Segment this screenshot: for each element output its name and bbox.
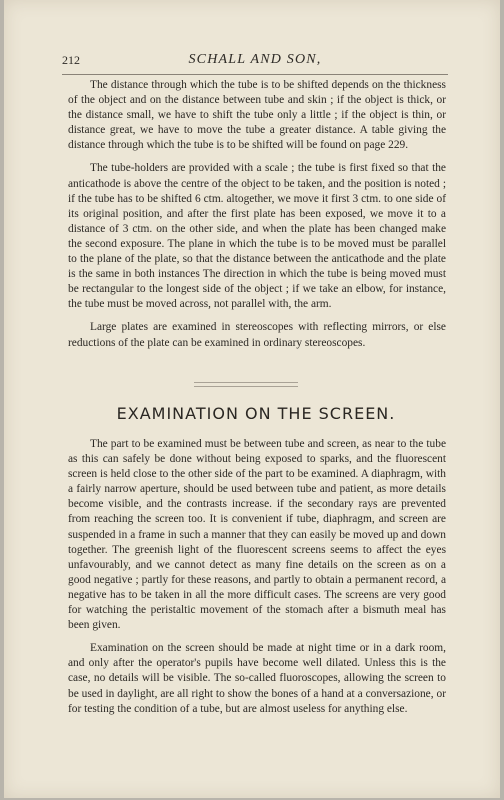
book-page xyxy=(4,0,500,798)
section-heading: EXAMINATION ON THE SCREEN. xyxy=(116,404,396,423)
header-rule xyxy=(62,74,448,75)
paragraph-screen-placement: The part to be examined must be between tube and screen, as near to the tube as this can safely be done without being exposed to sparks, and the fluorescent screen is held close to the other side of the part to be examined. A diaphragm, with a fairly narrow aperture, should be used between tube and patient, as more details become visible, and the contrasts increase. if the secondary rays are prevented from reaching the screen too. It is convenient if tube, diaphragm, and screen are suspended in a frame in such a manner that they can easily be moved up and down together. The greenish light of the fluorescent screens seems to affect the eyes unfavourably, and we cannot detect as many fine details on the screen as on a good negative ; partly for these reasons, and partly to obtain a permanent record, a negative has to be taken in all the more difficult cases. The screens are very good for watching the peristaltic movement of the stomach after a bismuth meal has been given. xyxy=(68,438,446,632)
paragraph-tube-shift-distance: The distance through which the tube is to be shifted depends on the thickness of the object and on the distance between tube and skin ; if the object is thick, or the distance small, we have to shift the tube only a little ; if the object is thin, or distance great, we have to move the tube a greater distance. A table giving the distance through which the tube is to be shifted will be found on page 229. xyxy=(68,79,446,152)
body-text-bottom xyxy=(68,437,446,725)
paragraph-large-plates: Large plates are examined in stereoscopes with reflecting mirrors, or else reductions of the plate can be examined in ordinary stereoscopes. xyxy=(68,321,446,349)
body-text-top xyxy=(68,78,446,359)
page-number: 212 xyxy=(62,53,80,67)
page-header xyxy=(62,50,448,72)
running-title: SCHALL AND SON, xyxy=(188,52,322,67)
paragraph-tube-holders: The tube-holders are provided with a scale ; the tube is first fixed so that the anticathode is above the centre of the object to be taken, and the position is noted ; if the tube has to be shifted 6 ctm. altogether, we move it first 3 ctm. to one side of its original position, and after the first plate has been exposed, we move it to a distance of 3 ctm. on the other side, and when the plate has been changed make the second exposure. The plane in which the tube is to be moved must be parallel to the plane of the plate, so that the distance between the anticathode and the plate is the same in both instances The direction in which the tube is being moved must be rectangular to the longest side of the object ; if we take an elbow, for instance, the tube must be moved across, not parallel with, the arm. xyxy=(68,162,446,311)
section-separator xyxy=(194,382,298,387)
paragraph-dark-room: Examination on the screen should be made at night time or in a dark room, and only after the operator's pupils have become well dilated. Unless this is the case, no details will be visible. The so-called fluoroscopes, allowing the screen to be used in daylight, are all right to show the bones of a hand at a conversazione, or for testing the condition of a tube, but are almost useless for anything else. xyxy=(68,642,446,715)
